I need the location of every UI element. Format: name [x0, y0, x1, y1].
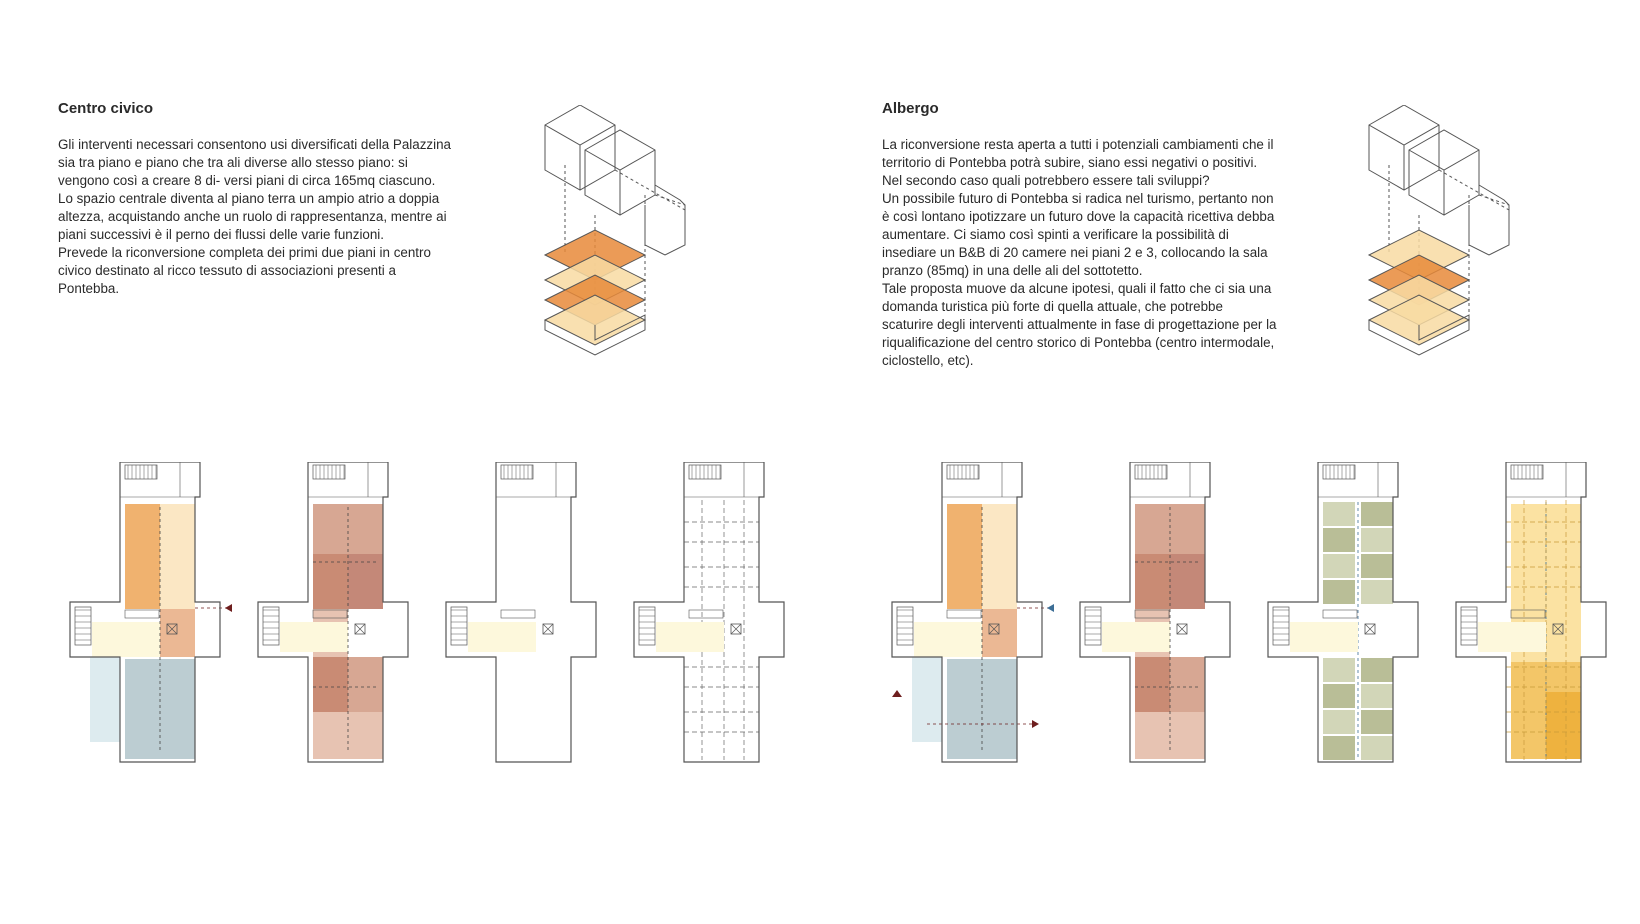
- zone-brown-dark: [1135, 554, 1170, 609]
- room-left: [1323, 736, 1355, 760]
- lift-cross: [543, 624, 553, 634]
- zone-peach: [160, 609, 195, 657]
- room-right: [1361, 528, 1393, 552]
- zone-paleyellow: [1478, 622, 1546, 652]
- zone-brown: [348, 554, 383, 609]
- axonometric-hotel: [1359, 105, 1549, 365]
- inner-stair: [125, 610, 159, 618]
- room-right: [1361, 554, 1393, 578]
- room-left: [1323, 528, 1355, 552]
- zone-paleyellow: [280, 622, 348, 652]
- paragraph: Tale proposta muove da alcune ipotesi, quali il fatto che ci sia una domanda turistica più forte di quella attuale, che potrebbe scaturire degli interventi attualmente in fase di progettazione per la riqualificazione del centro storico di Pontebba (centro intermodale, ciclostello, etc).: [882, 281, 1277, 368]
- room-right: [1361, 710, 1393, 734]
- side-stair: [1085, 607, 1101, 645]
- flow-arrow: [1047, 604, 1054, 612]
- dashed-links: [615, 170, 685, 210]
- floor-plans-civic-center: [60, 462, 820, 817]
- side-stair: [451, 607, 467, 645]
- zone-brown: [1170, 554, 1205, 609]
- flow-arrow: [225, 604, 232, 612]
- zone-paleyellow: [92, 622, 160, 657]
- left-description: [58, 136, 453, 298]
- zone-cream: [160, 504, 195, 609]
- zone-brown-dark: [313, 657, 348, 712]
- side-stair: [263, 607, 279, 645]
- inner-stair: [689, 610, 723, 618]
- zone-brown-dark: [1135, 657, 1170, 712]
- zone-amber-dark: [1546, 692, 1581, 759]
- floor-hotel-rooms: [1268, 462, 1418, 762]
- side-stair: [75, 607, 91, 645]
- side-wing: [645, 185, 685, 255]
- zone-brown-light: [1170, 657, 1205, 712]
- flow-arrow: [1032, 720, 1039, 728]
- right-title: Albergo: [882, 100, 939, 117]
- room-left: [1323, 502, 1355, 526]
- zone-paleyellow: [656, 622, 724, 652]
- paragraph: Un possibile futuro di Pontebba si radica nel turismo, pertanto non è così lontano ipotizzare un futuro dove la capacità ricettiva debba aumentare. Ci siamo così spinti a verificare la possibilità di insediare un B&B di 20 camere nei piani 2 e 3, collocando la sala pranzo (85mq) in una delle ali del sottotetto.: [882, 191, 1275, 278]
- inner-stair: [501, 610, 535, 618]
- zone-paleblue: [90, 657, 120, 742]
- roof-block-left: [1369, 105, 1439, 190]
- room-left: [1323, 658, 1355, 682]
- floor-plans-hotel: [882, 462, 1640, 817]
- right-description: [882, 136, 1277, 370]
- flow-arrow: [892, 690, 902, 697]
- zone-peach: [982, 609, 1017, 657]
- paragraph: Gli interventi necessari consentono usi diversificati della Palazzina sia tra piano e piano che tra ali diverse allo stesso piano: si vengono così a creare 8 di- versi piani di circa 165mq ciascuno. Lo spazio centrale diventa al piano terra un ampio atrio a doppia altezza, acquistando anche un ruolo di rappresentanza, mentre ai piani successivi è il perno dei flussi delle varie funzioni.: [58, 137, 451, 242]
- room-left: [1323, 710, 1355, 734]
- left-title: Centro civico: [58, 100, 154, 117]
- side-stair: [639, 607, 655, 645]
- zone-brown-light: [1135, 504, 1205, 554]
- zone-brown-light: [313, 504, 383, 554]
- room-right: [1361, 502, 1393, 526]
- floor-hotel-ground: [892, 462, 1054, 762]
- zone-orange: [947, 504, 982, 609]
- axo-lines: [545, 105, 685, 355]
- paragraph: Prevede la riconversione completa dei primi due piani in centro civico destinato al ricco tessuto di associazioni presenti a Pontebba.: [58, 245, 431, 296]
- zone-cream: [982, 504, 1017, 609]
- zone-orange: [125, 504, 160, 609]
- inner-stair: [1323, 610, 1357, 618]
- side-stair: [1273, 607, 1289, 645]
- inner-stair: [947, 610, 981, 618]
- lift-cross: [731, 624, 741, 634]
- plan-outline: [446, 462, 596, 762]
- side-stair: [897, 607, 913, 645]
- side-wing: [1469, 185, 1509, 255]
- room-right: [1361, 658, 1393, 682]
- floor-hotel-attic: [1456, 462, 1606, 762]
- room-right: [1361, 684, 1393, 708]
- room-left: [1323, 580, 1355, 604]
- zone-brown-dark: [313, 554, 348, 609]
- axonometric-civic-center: [535, 105, 725, 365]
- room-right: [1361, 736, 1393, 760]
- zone-paleyellow: [914, 622, 982, 657]
- lift-cross: [1365, 624, 1375, 634]
- zone-brown-light: [348, 657, 383, 712]
- room-left: [1323, 554, 1355, 578]
- side-stair: [1461, 607, 1477, 645]
- zone-center: [348, 609, 383, 657]
- axo-lines: [1369, 105, 1509, 355]
- floor-grid-attic: [634, 462, 784, 762]
- roof-block-left: [545, 105, 615, 190]
- plan-outline: [634, 462, 784, 762]
- room-right: [1361, 580, 1393, 604]
- zone-paleyellow: [1102, 622, 1170, 652]
- zone-center: [1170, 609, 1205, 657]
- dashed-links: [1439, 170, 1509, 210]
- floor-civic-first: [258, 462, 408, 762]
- zone-paleyellow: [1290, 622, 1358, 652]
- floor-empty-second: [446, 462, 596, 762]
- floor-hotel-first: [1080, 462, 1230, 762]
- paragraph: La riconversione resta aperta a tutti i potenziali cambiamenti che il territorio di Pontebba potrà subire, siano essi negativi o positivi.: [882, 137, 1274, 170]
- zone-paleblue: [912, 657, 942, 742]
- paragraph: Nel secondo caso quali potrebbero essere tali sviluppi?: [882, 173, 1210, 188]
- room-left: [1323, 684, 1355, 708]
- floor-civic-ground: [70, 462, 232, 762]
- zone-paleyellow: [468, 622, 536, 652]
